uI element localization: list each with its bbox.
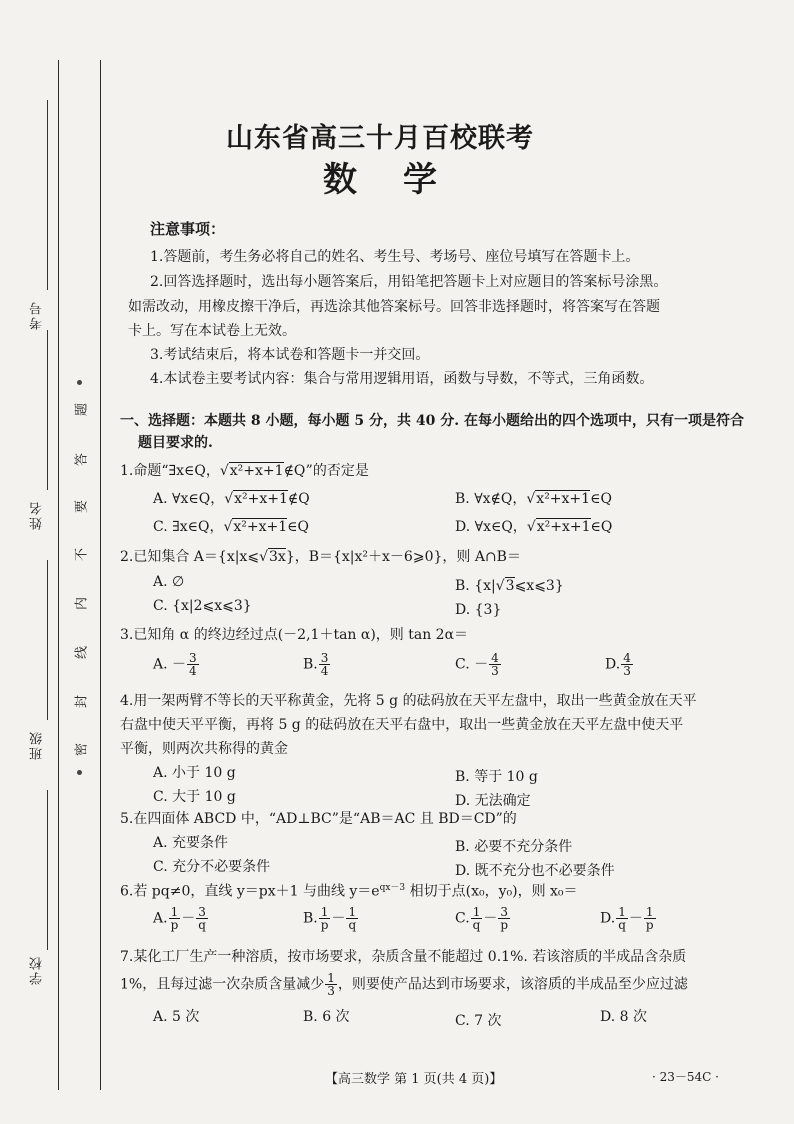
seal-line: [100, 60, 101, 1090]
notice-line: 2.回答选择题时，选出每小题答案后，用铅笔把答题卡上对应题目的答案标号涂黑。: [150, 274, 668, 290]
exam-subject: 数学: [323, 160, 483, 200]
section-heading-cont: 题目要求的.: [138, 435, 213, 451]
question-6-option-b: B. $\frac{1}{p}$ － $\frac{1}{q}$: [303, 905, 357, 932]
question-6-option-d: D. $\frac{1}{q}$ － $\frac{1}{p}$: [600, 905, 654, 932]
question-4-stem: 4.用一架两臂不等长的天平称黄金，先将 5 g 的砝码放在天平左盘中，取出一些黄金放在天平: [120, 693, 697, 709]
question-1-option-d: D. ∀x∈Q，√x²+x+1∈Q: [455, 519, 613, 535]
seal-char: 密: [74, 743, 90, 757]
exam-number-blank: [47, 100, 48, 290]
question-7-option-d: D. 8 次: [600, 1009, 647, 1025]
seal-char: 答: [74, 453, 90, 467]
question-4-stem: 平衡，则两次共称得的黄金: [120, 741, 288, 757]
question-3-option-c: C. － $\frac{4}{3}$: [455, 651, 499, 678]
notice-line: 1.答题前，考生务必将自己的姓名、考生号、考场号、座位号填写在答题卡上。: [150, 249, 640, 265]
fraction: $\frac{1}{p}$: [645, 905, 654, 932]
question-2-stem: 2.已知集合 A＝{x|x⩽√3x}，B＝{x|x²＋x－6⩾0}，则 A∩B＝: [120, 549, 521, 565]
question-6-option-c: C. $\frac{1}{q}$ － $\frac{3}{p}$: [455, 905, 509, 932]
notice-line: 3.考试结束后，将本试卷和答题卡一并交回。: [150, 347, 430, 363]
fraction: $\frac{1}{p}$: [170, 905, 179, 932]
question-4-option-c: C. 大于 10 g: [153, 789, 236, 805]
question-7-option-c: C. 7 次: [455, 1013, 502, 1029]
fraction: $\frac{3}{p}$: [500, 905, 509, 932]
seal-char: 线: [74, 646, 90, 660]
school-blank: [47, 790, 48, 950]
question-3-option-a: A. － $\frac{3}{4}$: [153, 651, 197, 678]
question-1-option-a: A. ∀x∈Q，√x²+x+1∉Q: [153, 491, 310, 507]
question-3-option-d: D. $\frac{4}{3}$: [605, 651, 631, 678]
question-1-option-b: B. ∀x∉Q，√x²+x+1∈Q: [455, 491, 612, 507]
field-exam-number: 考号: [30, 300, 45, 330]
question-3-stem: 3.已知角 α 的终边经过点(－2,1＋tan α)，则 tan 2α＝: [120, 627, 469, 643]
question-3-option-b: B. $\frac{3}{4}$: [303, 651, 329, 678]
question-2-option-d: D. {3}: [455, 602, 502, 618]
seal-char: 要: [74, 500, 90, 514]
class-blank: [47, 560, 48, 720]
fraction: $\frac{3}{4}$: [189, 651, 197, 678]
question-5-option-a: A. 充要条件: [153, 835, 229, 851]
fraction: $\frac{3}{4}$: [320, 651, 329, 678]
seal-dot: [77, 770, 82, 775]
question-4-option-a: A. 小于 10 g: [153, 765, 236, 781]
question-4-stem: 右盘中使天平平衡，再将 5 g 的砝码放在天平右盘中，取出一些黄金放在天平左盘中使天平: [120, 717, 684, 733]
question-7-option-a: A. 5 次: [153, 1009, 200, 1025]
question-2-option-c: C. {x|2⩽x⩽3}: [153, 598, 252, 614]
notice-line: 卡上。写在本试卷上无效。: [128, 323, 296, 339]
notice-line: 4.本试卷主要考试内容：集合与常用逻辑用语，函数与导数，不等式，三角函数。: [150, 371, 654, 387]
seal-char: 题: [74, 403, 90, 417]
question-4-option-d: D. 无法确定: [455, 793, 531, 809]
exam-code: · 23－54C ·: [652, 1070, 719, 1084]
question-7-stem: 1%，且每过滤一次杂质含量减少 $\frac{1}{3}$ ，则要使产品达到市场要求，该溶质的半成品至少应过滤: [120, 971, 688, 998]
name-blank: [47, 330, 48, 490]
question-5-stem: 5.在四面体 ABCD 中，“AD⊥BC”是“AB＝AC 且 BD＝CD”的: [120, 811, 517, 827]
question-7-stem: 7.某化工厂生产一种溶质，按市场要求，杂质含量不能超过 0.1%. 若该溶质的半成品含杂质: [120, 949, 687, 965]
exam-title: 山东省高三十月百校联考: [226, 123, 534, 154]
question-6-stem: 6.若 pq≠0，直线 y＝px＋1 与曲线 $y=e^{qx-3}$ 相切于点(x₀，y₀)，则 x₀＝: [120, 883, 578, 900]
seal-dot: [77, 380, 82, 385]
question-5-option-b: B. 必要不充分条件: [455, 839, 573, 855]
question-4-option-b: B. 等于 10 g: [455, 769, 538, 785]
seal-char: 封: [74, 695, 90, 709]
question-1-stem: 1.命题“∃x∈Q，√x²+x+1∉Q”的否定是: [120, 463, 369, 479]
question-2-option-b: B. {x|√3⩽x⩽3}: [455, 578, 564, 594]
question-1-option-c: C. ∃x∈Q，√x²+x+1∈Q: [153, 519, 309, 535]
notice-line: 如需改动，用橡皮擦干净后，再选涂其他答案标号。回答非选择题时，将答案写在答题: [128, 299, 660, 315]
field-class: 班级: [30, 730, 45, 760]
notice-title: 注意事项：: [150, 220, 226, 238]
fraction: $\frac{1}{q}$: [472, 905, 481, 932]
fraction: $\frac{1}{q}$: [348, 905, 357, 932]
question-6-option-a: A. $\frac{1}{p}$ － $\frac{3}{q}$: [153, 905, 206, 932]
fraction: $\frac{1}{p}$: [320, 905, 329, 932]
fraction: $\frac{1}{q}$: [618, 905, 626, 932]
field-school: 学校: [30, 955, 45, 985]
binding-line: [58, 60, 59, 1090]
seal-char: 内: [74, 597, 90, 611]
fraction: $\frac{1}{3}$: [327, 971, 335, 998]
question-7-option-b: B. 6 次: [303, 1009, 350, 1025]
question-5-option-d: D. 既不充分也不必要条件: [455, 863, 615, 879]
fraction: $\frac{4}{3}$: [623, 651, 631, 678]
section-heading: 一、选择题：本题共 8 小题，每小题 5 分，共 40 分. 在每小题给出的四个选项中，只有一项是符合: [120, 413, 744, 429]
fraction: $\frac{4}{3}$: [491, 651, 499, 678]
question-5-option-c: C. 充分不必要条件: [153, 859, 271, 875]
page-footer: 【高三数学 第 1 页(共 4 页)】: [325, 1072, 503, 1087]
question-2-option-a: A. ∅: [153, 574, 185, 590]
fraction: $\frac{3}{q}$: [198, 905, 206, 932]
field-name: 姓名: [30, 500, 45, 530]
seal-char: 不: [74, 548, 90, 562]
